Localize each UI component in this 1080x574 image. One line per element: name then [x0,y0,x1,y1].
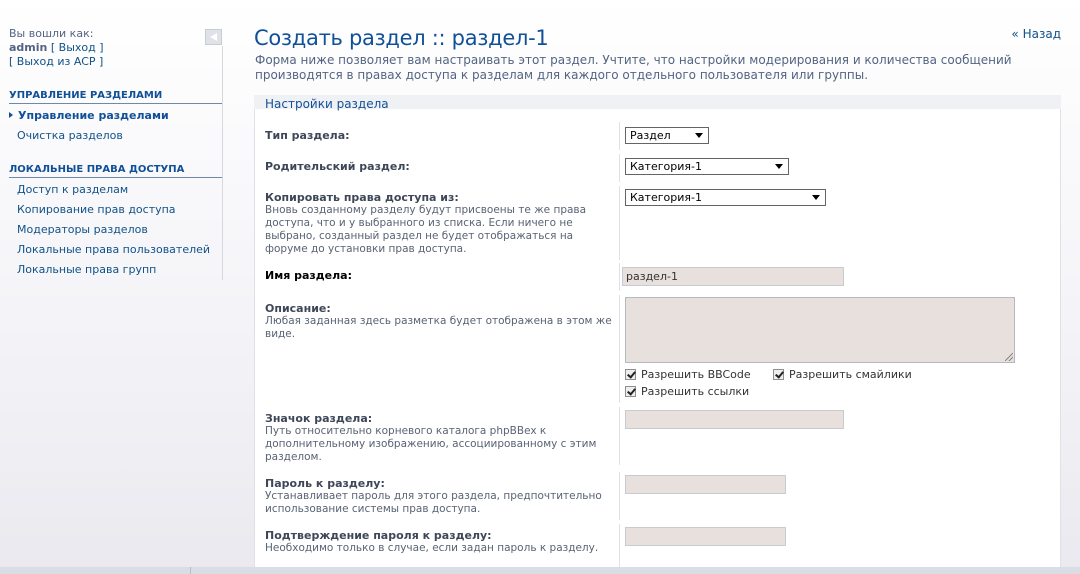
username: admin [9,41,48,54]
menu-heading-forum-management: УПРАВЛЕНИЕ РАЗДЕЛАМИ [9,90,222,104]
collapse-sidebar-icon[interactable] [205,29,222,45]
parent-forum-label: Родительский раздел: [265,160,410,173]
chevron-down-icon [812,195,820,200]
row-separator [619,263,620,291]
parent-forum-select[interactable] [625,158,789,175]
acp-logout-link[interactable]: [ Выход из ACP ] [9,55,104,68]
description-label: Описание: [265,302,331,315]
forum-password-input[interactable] [625,475,786,494]
allow-links-checkbox[interactable] [625,385,749,398]
sidebar-item-manage-forums[interactable]: Управление разделами [9,109,169,122]
forum-password-confirm-explain: Необходимо только в случае, если задан пароль к разделу. [265,542,599,554]
forum-password-label: Пароль к разделу: [265,477,385,490]
chevron-down-icon [695,133,703,138]
forum-name-input[interactable]: раздел-1 [622,267,844,286]
description-label-cell [265,302,615,341]
row-separator [619,154,620,182]
sidebar-item-forum-moderators[interactable]: Модераторы разделов [17,223,148,236]
parent-forum-label-cell [265,160,615,173]
login-info [9,27,104,69]
forum-type-label-cell [265,129,615,142]
description-explain: Любая заданная здесь разметка будет отображена в этом же виде. [265,315,612,340]
copy-permissions-explain: Вновь созданному разделу будут присвоены те же права доступа, что и у выбранного из списка. Если ничего не выбрано, созданный раздел не будет отображаться на форуме до установки прав доступа. [265,204,587,255]
row-separator [619,186,620,260]
checkbox-checked-icon[interactable] [625,369,636,380]
row-separator [619,472,620,520]
sidebar-item-user-permissions[interactable]: Локальные права пользователей [17,243,211,256]
fieldset-legend: Настройки раздела [265,97,389,111]
logged-as-label: Вы вошли как: [9,27,94,40]
parent-forum-value: Категория-1 [630,160,702,173]
allow-bbcode-checkbox[interactable] [625,368,751,381]
forum-password-confirm-input[interactable] [625,527,786,546]
forum-password-confirm-label: Подтверждение пароля к разделу: [265,529,492,542]
description-textarea[interactable] [625,297,1015,363]
forum-icon-input[interactable] [625,410,844,429]
sidebar-item-group-permissions[interactable]: Локальные права групп [17,263,157,276]
forum-name-label-cell [265,269,615,282]
copy-permissions-value: Категория-1 [630,191,702,204]
forum-type-label: Тип раздела: [265,129,350,142]
allow-smilies-checkbox[interactable] [773,368,912,381]
page-title: Создать раздел :: раздел-1 [254,26,549,50]
forum-password-confirm-label-cell [265,529,615,555]
forum-password-explain: Устанавливает пароль для этого раздела, предпочтительно использование системы прав доступа. [265,490,602,515]
row-separator [619,122,620,150]
sidebar [0,0,223,280]
forum-icon-label-cell [265,412,615,464]
forum-password-label-cell [265,477,615,516]
forum-icon-label: Значок раздела: [265,412,373,425]
allow-links-label: Разрешить ссылки [641,385,750,398]
row-separator [619,524,620,568]
copy-permissions-label-cell [265,191,615,256]
chevron-down-icon [775,164,783,169]
row-separator [619,295,620,403]
back-link[interactable]: « Назад [1011,27,1061,41]
sidebar-item-forum-permissions[interactable]: Доступ к разделам [17,183,129,196]
allow-smilies-label: Разрешить смайлики [789,368,912,381]
resize-grip-icon[interactable] [1005,353,1013,361]
checkbox-checked-icon[interactable] [773,369,784,380]
forum-type-select[interactable] [625,127,709,144]
forum-icon-explain: Путь относительно корневого каталога phpBBex к дополнительному изображению, ассоциированному с этим разделом. [265,425,597,463]
sidebar-item-copy-permissions[interactable]: Копирование прав доступа [17,203,176,216]
copy-permissions-select[interactable] [625,189,826,206]
sidebar-divider [222,46,223,280]
checkbox-checked-icon[interactable] [625,386,636,397]
menu-heading-local-permissions: ЛОКАЛЬНЫЕ ПРАВА ДОСТУПА [9,164,222,178]
allow-bbcode-label: Разрешить BBCode [641,368,751,381]
logout-link[interactable]: [ Выход ] [50,41,104,54]
row-separator [619,407,620,465]
forum-name-label: Имя раздела: [265,269,353,282]
copy-permissions-label: Копировать права доступа из: [265,191,459,204]
forum-type-value: Раздел [630,129,671,142]
sidebar-item-prune-forums[interactable]: Очистка разделов [17,129,123,142]
page-intro: Форма ниже позволяет вам настраивать этот раздел. Учтите, что настройки модерирования и количества сообщений производятся в правах доступа к разделам для каждого отдельного пользователя или группы. [255,53,1012,82]
horizontal-scrollbar[interactable] [0,567,1080,574]
